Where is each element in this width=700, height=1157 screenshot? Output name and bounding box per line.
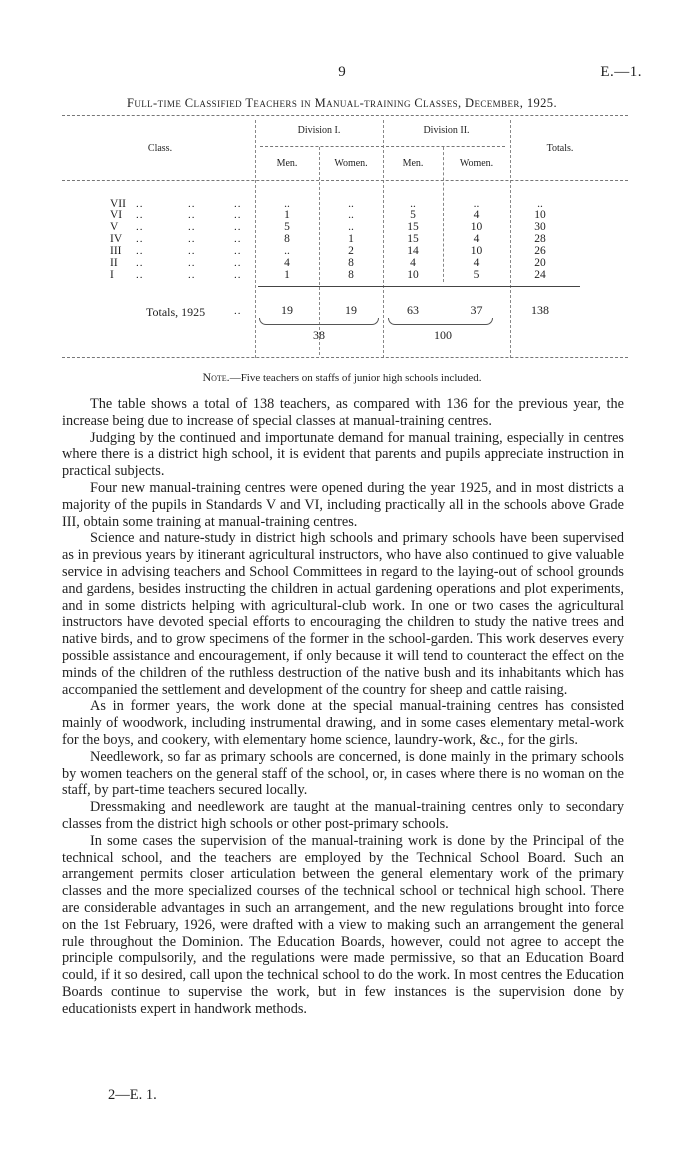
d2-women-header: Women. [459, 158, 494, 169]
footer-reference: 2—E. 1. [108, 1087, 157, 1103]
d1-men-cell: 4 [284, 257, 290, 269]
d1-men-cell: 5 [284, 221, 290, 233]
division1-sum: 38 [313, 328, 325, 342]
row-class: IV [110, 233, 123, 245]
d2-men-cell: 14 [407, 245, 419, 257]
leader-dots: .. [136, 269, 144, 281]
row-class: V [110, 221, 119, 233]
d1-women-cell: 2 [348, 245, 354, 257]
d2-men-header: Men. [402, 158, 424, 169]
d1-men-cell: 1 [284, 209, 290, 221]
paragraph: In some cases the supervision of the manual-training work is done by the Principal of the technical school, and the teachers are employed by the Technical School Board. Such an arrangement permits closer articulation between the general elementary work of the primary classes and the more specialized courses of the technical school or technical high school. There are considerable advantages in such an arrangement, and the new regulations brought into force on the 1st February, 1926, were drafted with a view to making such an arrangement the general rule throughout the Dominion. The Education Boards, however, could not agree to accept the principle compulsorily, and the regulations were made permissive, so that an Education Board could, if it so desired, call upon the technical school to do the work. In most centres the Education Boards continue to supervise the work, but in few instances is the supervision done by educationists expert in handwork methods. [62, 832, 624, 1017]
d1-women-cell: .. [348, 198, 354, 210]
leader-dots: .. [188, 209, 196, 221]
leader-dots: .. [234, 269, 242, 281]
total-cell: 28 [534, 233, 546, 245]
d1-women-cell: 8 [348, 257, 354, 269]
d2-men-cell: .. [410, 198, 416, 210]
leader-dots: .. [234, 257, 242, 269]
d1-men-cell: 8 [284, 233, 290, 245]
paragraph: Needlework, so far as primary schools are concerned, is done mainly in the primary schools by women teachers on the general staff of the school, or, in cases where there is no woman on the staff, by part-time teachers secured locally. [62, 748, 624, 799]
leader-dots: .. [136, 221, 144, 233]
d2-women-cell: 10 [470, 245, 483, 257]
leader-dots: .. [234, 233, 242, 245]
row-class: VI [110, 209, 123, 221]
d2-women-cell: 4 [473, 209, 480, 221]
total-d2-men: 63 [407, 303, 419, 317]
total-cell: 10 [534, 209, 546, 221]
row-class: III [110, 245, 122, 257]
table-title-text: Full-time Classified Teachers in Manual-training Classes, December, 1925. [127, 96, 557, 110]
d1-women-cell: .. [348, 209, 354, 221]
report-reference: E.—1. [600, 64, 642, 80]
division1-header: Division I. [297, 125, 341, 136]
paragraph: Four new manual-training centres were opened during the year 1925, and in most districts a majority of the pupils in Standards V and VI, including practically all in the schools above Grade III, obtain some training at manual-training centres. [62, 479, 624, 530]
d2-men-cell: 4 [410, 257, 416, 269]
d2-men-cell: 5 [410, 209, 416, 221]
table-bottom-rule [62, 357, 628, 358]
d1-women-header: Women. [334, 158, 368, 169]
paragraph: Judging by the continued and importunate demand for manual training, especially in centres where there is a district high school, it is evident that parents and pupils appreciate instruction in practical subjects. [62, 429, 624, 480]
leader-dots: .. [136, 209, 144, 221]
class-header: Class. [147, 143, 173, 154]
row-class: I [110, 269, 114, 281]
note-text: —Five teachers on staffs of junior high schools included. [229, 372, 482, 384]
leader-dots: .. [136, 257, 144, 269]
note-label: Note. [202, 370, 230, 384]
page-number: 9 [338, 64, 346, 80]
grand-total: 138 [531, 303, 549, 317]
row-class: VII [110, 198, 126, 210]
paragraph: Dressmaking and needlework are taught at the manual-training centres only to secondary classes from the district high schools or other post-primary schools. [62, 799, 624, 832]
leader-dots: .. [136, 245, 144, 257]
d1-men-header: Men. [276, 158, 298, 169]
table-note [0, 370, 684, 385]
paragraph: The table shows a total of 138 teachers, as compared with 136 for the previous year, the increase being due to increase of special classes at manual-training centres. [62, 396, 624, 429]
d2-men-cell: 15 [407, 233, 419, 245]
totals-leader: .. [234, 305, 242, 317]
division1-brace [259, 318, 379, 325]
d1-women-cell: .. [348, 221, 354, 233]
d2-men-cell: 10 [407, 269, 419, 281]
d1-men-cell: 1 [284, 269, 290, 281]
d1-women-cell: 8 [348, 269, 354, 281]
total-d2-women: 37 [470, 303, 483, 317]
totals-header: Totals. [546, 143, 574, 154]
leader-dots: .. [234, 245, 242, 257]
leader-dots: .. [188, 233, 196, 245]
paragraph: As in former years, the work done at the special manual-training centres has consisted mainly of woodwork, including instrumental drawing, and in some cases elementary metal-work for the boys, and cookery, with elementary home science, laundry-work, &c., for the girls. [62, 698, 624, 748]
division2-header: Division II. [423, 125, 470, 136]
d1-men-cell: .. [284, 245, 290, 257]
leader-dots: .. [234, 221, 242, 233]
d1-men-cell: .. [284, 198, 290, 210]
leader-dots: .. [136, 198, 144, 210]
d1-women-cell: 1 [348, 233, 354, 245]
d2-women-cell: 4 [473, 233, 480, 245]
total-d1-women: 19 [345, 303, 357, 317]
body-text [62, 396, 624, 1017]
d2-women-cell: .. [473, 198, 480, 210]
row-class: II [110, 257, 118, 269]
leader-dots: .. [188, 221, 196, 233]
table-title [0, 96, 684, 111]
paragraph: Science and nature-study in district high schools and primary schools have been supervised as in previous years by itinerant agricultural instructors, who have also continued to give valuable service in advising teachers and School Committees in regard to the laying-out of school grounds and gardens, besides instructing the children in actual gardening operations and plot experiments, and in some districts helping with agricultural-club work. In one or two cases the agricultural instructors have devoted special efforts to encouraging the children to study the native trees and native birds, and to grow specimens of the former in the school-garden. This work deserves every possible assistance and encouragement, if only because it will tend to counteract the effect on the minds of the children of the ruthless destruction of the native bush and its inhabitants which has accompanied the settlement and development of the country for sheep and cattle raising. [62, 530, 624, 698]
d2-men-cell: 15 [407, 221, 419, 233]
total-cell: 30 [534, 221, 546, 233]
leader-dots: .. [188, 198, 196, 210]
division2-sum: 100 [434, 328, 452, 342]
total-cell: 26 [534, 245, 546, 257]
leader-dots: .. [188, 257, 196, 269]
total-cell: .. [537, 198, 543, 210]
leader-dots: .. [234, 198, 242, 210]
d2-women-cell: 10 [470, 221, 483, 233]
d2-women-cell: 5 [473, 269, 480, 281]
total-cell: 20 [534, 257, 546, 269]
leader-dots: .. [188, 245, 196, 257]
d2-women-cell: 4 [473, 257, 480, 269]
total-d1-men: 19 [281, 303, 293, 317]
leader-dots: .. [136, 233, 144, 245]
header-bottom-rule [62, 180, 628, 181]
totals-label: Totals, 1925 [146, 305, 206, 319]
totals-rule [258, 286, 580, 287]
leader-dots: .. [234, 209, 242, 221]
division-subrule [260, 146, 505, 147]
division2-brace [388, 318, 493, 325]
total-cell: 24 [534, 269, 546, 281]
leader-dots: .. [188, 269, 196, 281]
table-top-rule [62, 115, 628, 116]
